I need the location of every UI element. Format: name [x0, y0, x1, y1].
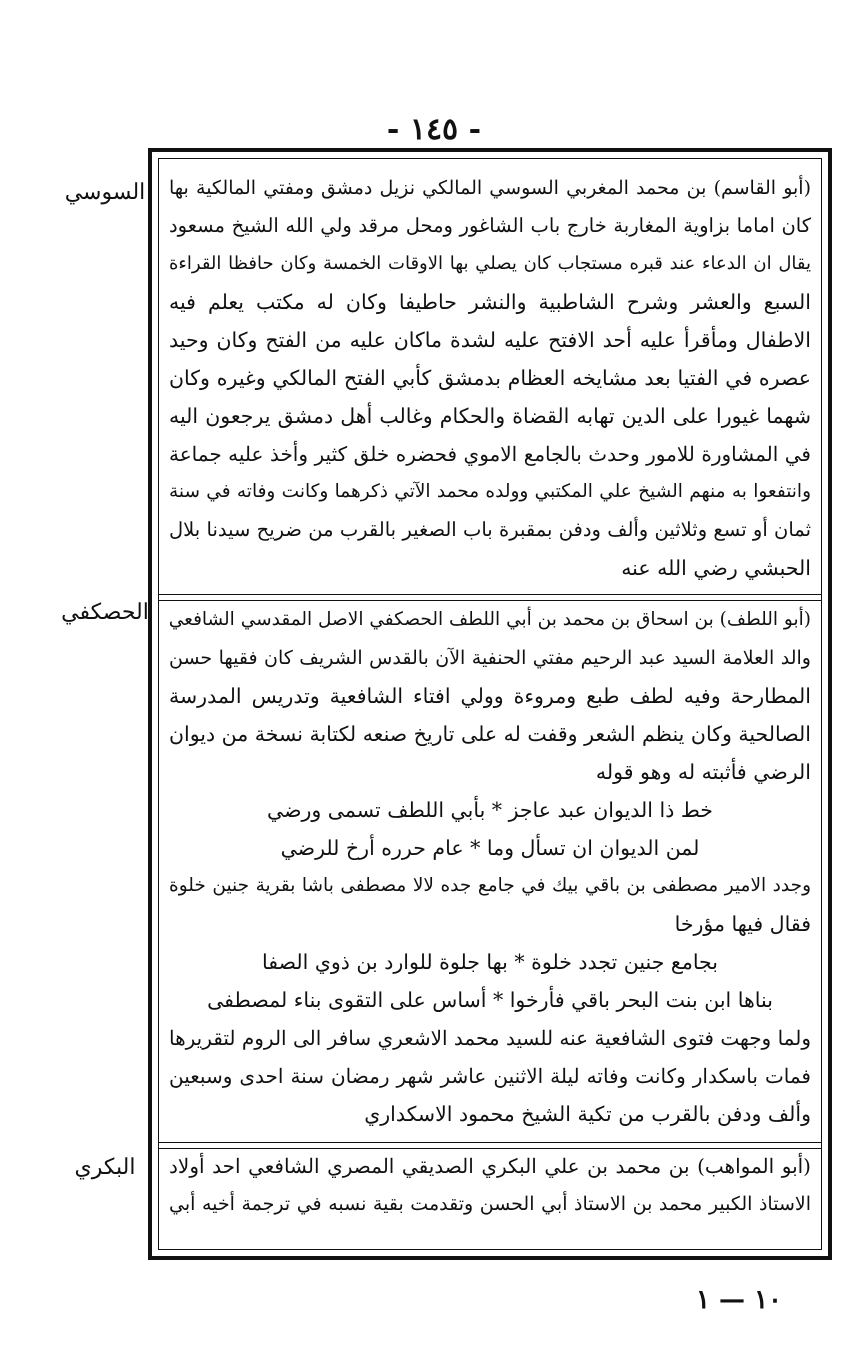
entry-line: والد العلامة السيد عبد الرحيم مفتي الحنفية الآن بالقدس الشريف كان فقيها حسن — [169, 647, 811, 669]
poem-verse: لمن الديوان ان تسأل وما * عام حرره أرخ للرضي — [280, 836, 700, 860]
entry-line: ولما وجهت فتوى الشافعية عنه للسيد محمد الاشعري سافر الى الروم لتقريرها — [169, 1026, 811, 1050]
entry-line: شهما غيورا على الدين تهابه القضاة والحكام وغالب أهل دمشق يرجعون اليه — [169, 404, 811, 428]
entry-line: ثمان أو تسع وثلاثين وألف ودفن بمقبرة باب الصغير بالقرب من ضريح سيدنا بلال — [169, 518, 811, 541]
entry-line: السبع والعشر وشرح الشاطبية والنشر حاطيفا وكان له مكتب يعلم فيه — [169, 290, 811, 314]
entry-line: عصره في الفتيا بعد مشايخه العظام بدمشق كأبي الفتح المالكي وغيره وكان — [169, 366, 811, 390]
entry-abu-al-lutf — [169, 601, 811, 1133]
entry-line: يقال ان الدعاء عند قبره مستجاب كان يصلي بها الاوقات الخمسة وكان حافظا القراءة — [169, 253, 811, 274]
entry-line: فقال فيها مؤرخا — [674, 912, 811, 936]
entry-line: في المشاورة للامور وحدث بالجامع الاموي فحضره خلق كثير وأخذ عليه جماعة — [169, 442, 811, 466]
entry-line: الاطفال ومأقرأ عليه أحد الافتح عليه لشدة ماكان عليه من الفتح وكان وحيد — [169, 328, 811, 352]
signature-mark: ١٠ — ١ — [695, 1285, 782, 1315]
entry-line: وانتفعوا به منهم الشيخ علي المكتبي وولده محمد الآتي ذكرهما وكانت وفاته في سنة — [169, 481, 811, 502]
entry-line: (أبو المواهب) بن محمد بن علي البكري الصديقي المصري الشافعي احد أولاد — [169, 1154, 811, 1178]
entry-line: (أبو القاسم) بن محمد المغربي السوسي المالكي نزيل دمشق ومفتي المالكية بها — [169, 177, 811, 199]
entry-separator — [159, 594, 821, 601]
page-frame-inner — [158, 158, 822, 1250]
margin-label-hasakfi: الحصكفي — [61, 600, 149, 625]
entry-abu-al-mawahib — [169, 1147, 811, 1223]
entry-line: كان اماما بزاوية المغاربة خارج باب الشاغور ومحل مرقد ولي الله الشيخ مسعود — [169, 214, 811, 237]
entry-line: الرضي فأثبته له وهو قوله — [595, 760, 811, 784]
poem-verse: بجامع جنين تجدد خلوة * بها جلوة للوارد بن ذوي الصفا — [261, 950, 718, 974]
poem-verse: بناها ابن بنت البحر باقي فأرخوا * أساس على التقوى بناء لمصطفى — [207, 988, 773, 1012]
entry-line: الحبشي رضي الله عنه — [621, 556, 811, 580]
entry-line: الصالحية وكان ينظم الشعر وقفت له على تاريخ صنعه لكتابة نسخة من ديوان — [169, 722, 811, 746]
poem-verse: خط ذا الديوان عبد عاجز * بأبي اللطف تسمى ورضي — [267, 798, 713, 822]
margin-label-bakri: البكري — [74, 1155, 136, 1180]
margin-label-sousi: السوسي — [64, 180, 146, 205]
page-frame — [148, 148, 832, 1260]
entry-line: فمات باسكدار وكانت وفاته ليلة الاثنين عاشر شهر رمضان سنة احدى وسبعين — [169, 1064, 811, 1088]
entry-line: وجدد الامير مصطفى بن باقي بيك في جامع جده لالا مصطفى باشا بقرية جنين خلوة — [169, 875, 811, 896]
entry-line: (أبو اللطف) بن اسحاق بن محمد بن أبي اللطف الحصكفي الاصل المقدسي الشافعي — [169, 609, 811, 630]
entry-line: وألف ودفن بالقرب من تكية الشيخ محمود الاسكداري — [364, 1102, 811, 1126]
entry-line: الاستاذ الكبير محمد بن الاستاذ أبي الحسن وتقدمت بقية نسبه في ترجمة أخيه أبي — [169, 1193, 811, 1215]
entry-line: المطارحة وفيه لطف طبع ومروءة وولي افتاء الشافعية وتدريس المدرسة — [169, 684, 811, 708]
page-number: - ١٤٥ - — [386, 112, 482, 147]
entry-abu-al-qasim — [169, 169, 811, 587]
